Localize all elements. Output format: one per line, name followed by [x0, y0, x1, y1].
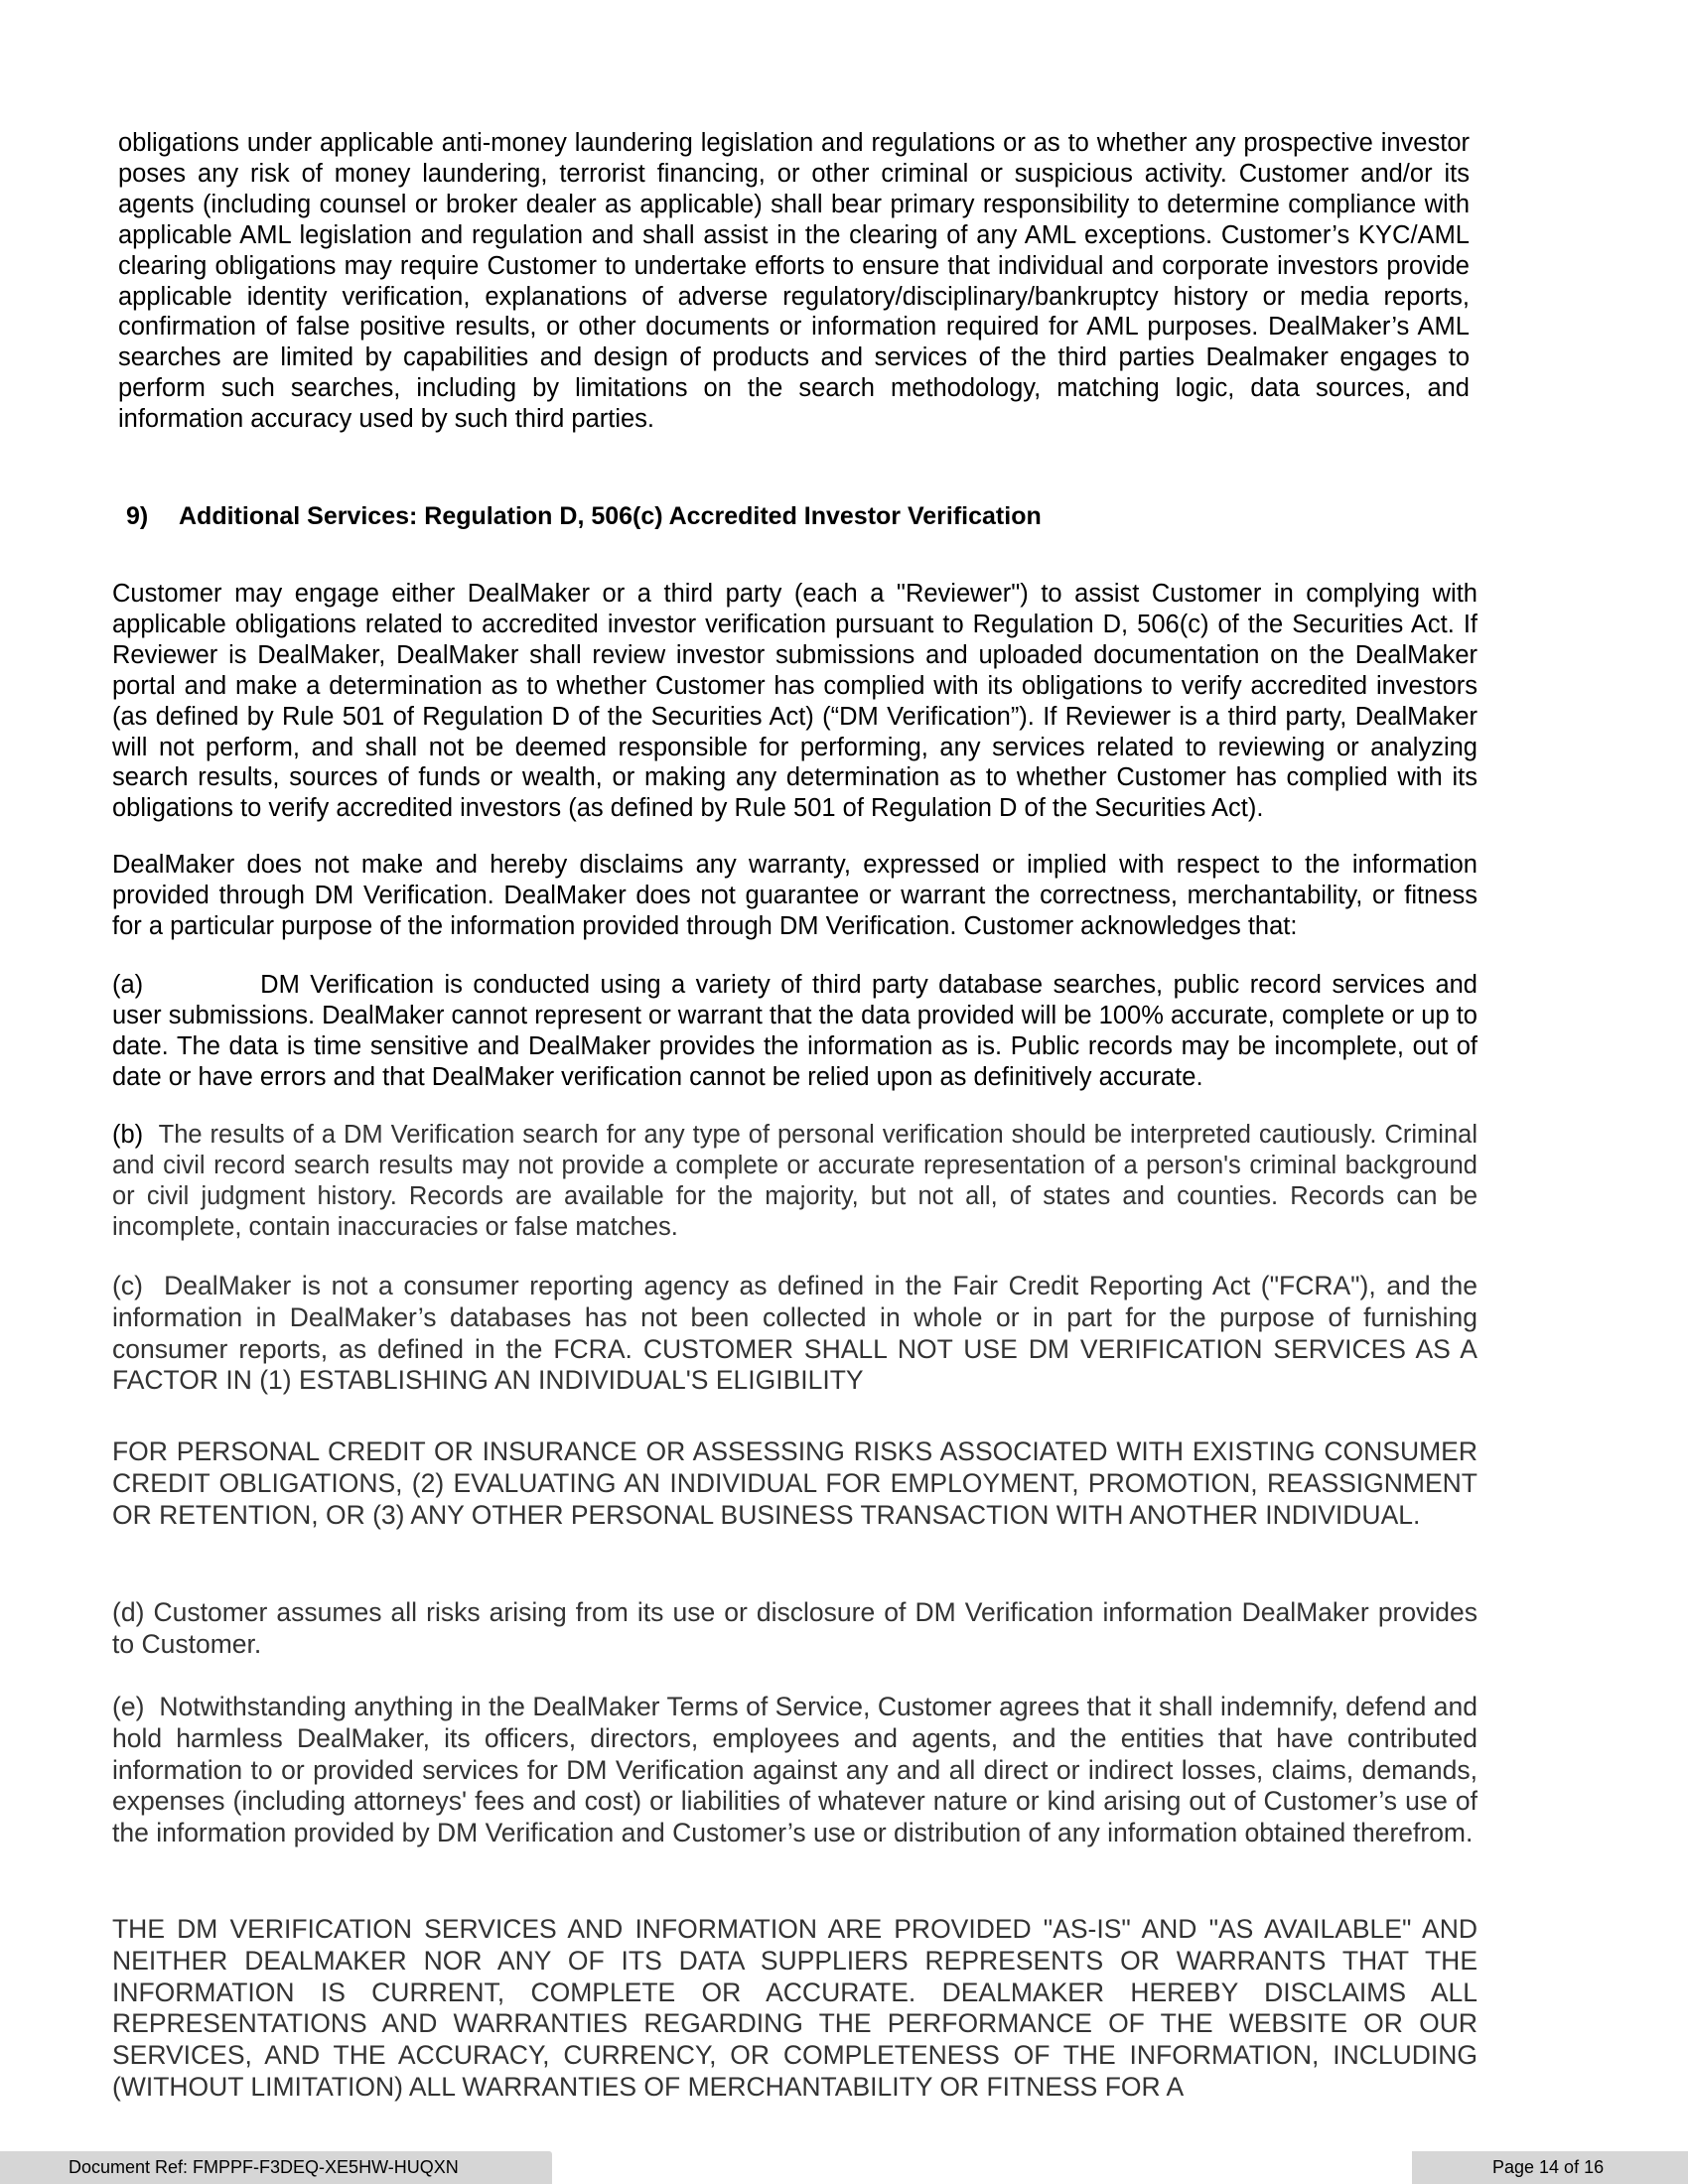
- section-intro-paragraph: Customer may engage either DealMaker or a third party (each a "Reviewer") to assist Customer in complying with applicable obligations related to accredited investor verification pursuant to Regulation D, 506(c) of the Securities Act. If Reviewer is DealMaker, DealMaker shall review investor submissions and uploaded documentation on the DealMaker portal and make a determination as to whether Customer has complied with its obligations to verify accredited investors (as defined by Rule 501 of Regulation D of the Securities Act) (“DM Verification”). If Reviewer is a third party, DealMaker will not perform, and shall not be deemed responsible for performing, any services related to reviewing or analyzing search results, sources of funds or wealth, or making any determination as to whether Customer has complied with its obligations to verify accredited investors (as defined by Rule 501 of Regulation D of the Securities Act).: [112, 580, 1477, 823]
- item-c-continuation: FOR PERSONAL CREDIT OR INSURANCE OR ASSESSING RISKS ASSOCIATED WITH EXISTING CONSUMER CREDIT OBLIGATIONS, (2) EVALUATING AN INDIVIDUAL FOR EMPLOYMENT, PROMOTION, REASSIGNMENT OR RETENTION, OR (3) ANY OTHER PERSONAL BUSINESS TRANSACTION WITH ANOTHER INDIVIDUAL.: [112, 1436, 1477, 1530]
- item-b-text: The results of a DM Verification search for any type of personal verification should be interpreted cautiously. Criminal and civil record search results may not provide a complete or accurate representation of a person's criminal background or civil judgment history. Records are available for the majority, but not all, of states and counties. Records can be incomplete, contain inaccuracies or false matches.: [112, 1121, 1477, 1241]
- section-title: Additional Services: Regulation D, 506(c) Accredited Investor Verification: [179, 502, 1042, 530]
- item-a-text: DM Verification is conducted using a variety of third party database searches, public record services and user submissions. DealMaker cannot represent or warrant that the data provided will be 100% accurate, complete or up to date. The data is time sensitive and DealMaker provides the information as is. Public records may be incomplete, out of date or have errors and that DealMaker verification cannot be relied upon as definitively accurate.: [112, 971, 1477, 1091]
- document-ref-footer: [0, 2151, 552, 2184]
- warranty-disclaimer-paragraph: DealMaker does not make and hereby disclaims any warranty, expressed or implied with respect to the information provided through DM Verification. DealMaker does not guarantee or warrant the correctness, merchantability, or fitness for a particular purpose of the information provided through DM Verification. Customer acknowledges that:: [112, 851, 1477, 940]
- page-number-footer: [1412, 2151, 1688, 2184]
- item-d-paragraph: [112, 1597, 1477, 1661]
- item-c-text: DealMaker is not a consumer reporting agency as defined in the Fair Credit Reporting Act ("FCRA"), and the information in DealMaker’s databases has not been collected in whole or in part for the purpose of furnishing consumer reports, as defined in the FCRA. CUSTOMER SHALL NOT USE DM VERIFICATION SERVICES AS A FACTOR IN (1) ESTABLISHING AN INDIVIDUAL'S ELIGIBILITY: [112, 1271, 1477, 1396]
- continued-aml-paragraph: obligations under applicable anti-money laundering legislation and regulations or as to whether any prospective investor poses any risk of money laundering, terrorist financing, or other criminal or suspicious activity. Customer and/or its agents (including counsel or broker dealer as applicable) shall bear primary responsibility to determine compliance with applicable AML legislation and regulation and shall assist in the clearing of any AML exceptions. Customer’s KYC/AML clearing obligations may require Customer to undertake efforts to ensure that individual and corporate investors provide applicable identity verification, explanations of adverse regulatory/disciplinary/bankruptcy history or media reports, confirmation of false positive results, or other documents or information required for AML purposes. DealMaker’s AML searches are limited by capabilities and design of products and services of the third parties Dealmaker engages to perform such searches, including by limitations on the search methodology, matching logic, data sources, and information accuracy used by such third parties.: [118, 129, 1470, 434]
- item-a-paragraph: [112, 970, 1477, 1093]
- page-number: Page 14 of 16: [1492, 2157, 1605, 2177]
- item-e-label: (e): [112, 1692, 145, 1721]
- item-d-text: Customer assumes all risks arising from its use or disclosure of DM Verification information DealMaker provides to Customer.: [112, 1597, 1477, 1659]
- item-e-paragraph: [112, 1692, 1477, 1849]
- section-heading: [126, 501, 1042, 531]
- as-is-clause: THE DM VERIFICATION SERVICES AND INFORMATION ARE PROVIDED "AS-IS" AND "AS AVAILABLE" AND NEITHER DEALMAKER NOR ANY OF ITS DATA SUPPLIERS REPRESENTS OR WARRANTS THAT THE INFORMATION IS CURRENT, COMPLETE OR ACCURATE. DEALMAKER HEREBY DISCLAIMS ALL REPRESENTATIONS AND WARRANTIES REGARDING THE PERFORMANCE OF THE WEBSITE OR OUR SERVICES, AND THE ACCURACY, CURRENCY, OR COMPLETENESS OF THE INFORMATION, INCLUDING (WITHOUT LIMITATION) ALL WARRANTIES OF MERCHANTABILITY OR FITNESS FOR A: [112, 1914, 1477, 2102]
- item-b-paragraph: [112, 1120, 1477, 1243]
- item-d-label: (d): [112, 1597, 145, 1627]
- section-number: 9): [126, 502, 149, 530]
- document-ref: Document Ref: FMPPF-F3DEQ-XE5HW-HUQXN: [69, 2157, 459, 2177]
- item-c-label: (c): [112, 1271, 143, 1300]
- item-a-label: (a): [112, 971, 144, 999]
- item-b-label: (b): [112, 1121, 144, 1149]
- item-c-paragraph: [112, 1271, 1477, 1397]
- item-e-text: Notwithstanding anything in the DealMaker Terms of Service, Customer agrees that it shall indemnify, defend and hold harmless DealMaker, its officers, directors, employees and agents, and the entities that have contributed information to or provided services for DM Verification against any and all direct or indirect losses, claims, demands, expenses (including attorneys' fees and cost) or liabilities of whatever nature or kind arising out of Customer’s use of the information provided by DM Verification and Customer’s use or distribution of any information obtained therefrom.: [112, 1692, 1477, 1848]
